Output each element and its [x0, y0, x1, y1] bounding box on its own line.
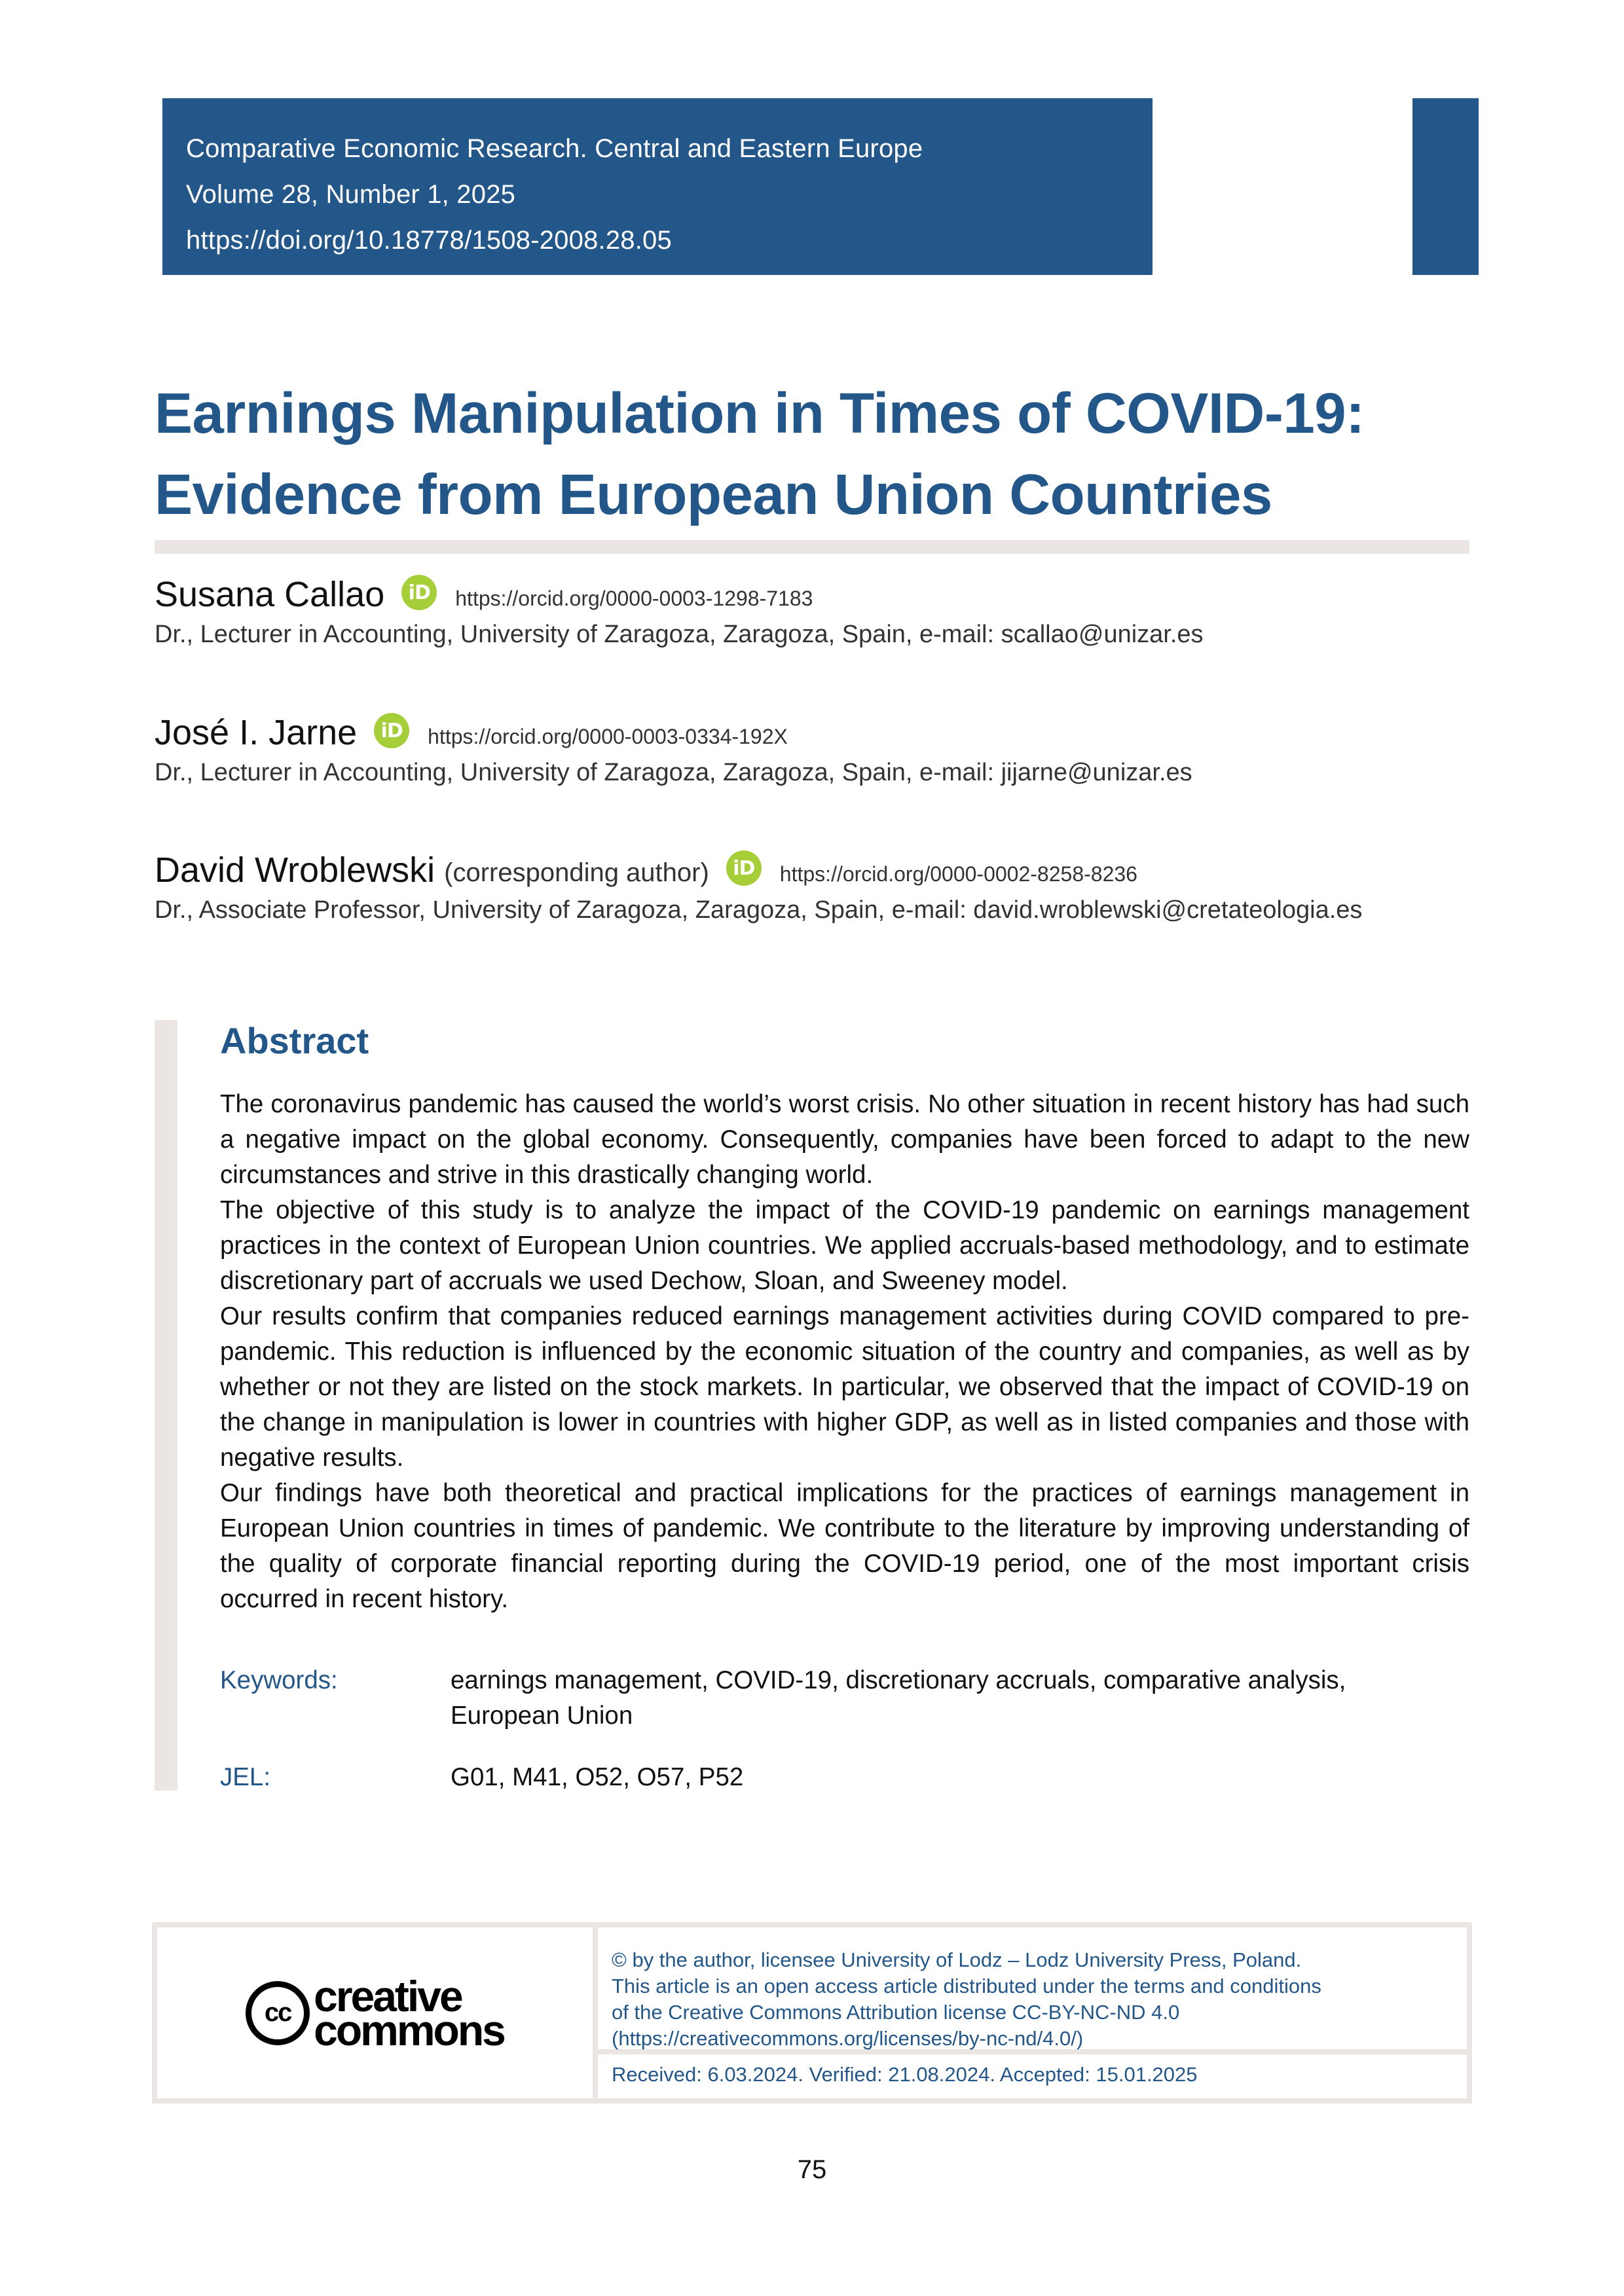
- author-name: David Wroblewski: [155, 850, 435, 890]
- cc-word-commons: commons: [314, 2005, 504, 2054]
- article-title-line-1: Earnings Manipulation in Times of COVID-19:: [155, 382, 1365, 445]
- author-block: [155, 849, 1490, 929]
- jel-label: JEL:: [220, 1763, 271, 1791]
- cc-word-creative: creative: [314, 1971, 462, 2020]
- journal-doi-link[interactable]: https://doi.org/10.18778/1508-2008.28.05: [186, 226, 672, 255]
- keywords-value: [451, 1663, 1469, 1734]
- journal-volume: Volume 28, Number 1, 2025: [186, 180, 516, 209]
- license-text-cell: [598, 1927, 1467, 2049]
- keywords-line-2: European Union: [451, 1702, 633, 1730]
- orcid-icon[interactable]: iD: [374, 713, 409, 748]
- license-dates-cell: [598, 2054, 1467, 2098]
- author-name: Susana Callao: [155, 575, 385, 614]
- journal-header: [162, 98, 1153, 275]
- author-affiliation: Dr., Lecturer in Accounting, University of Zaragoza, Zaragoza, Spain, e-mail: scallao@unizar.es: [155, 621, 1204, 648]
- license-statement: This article is an open access article distributed under the terms and conditions: [612, 1975, 1321, 1997]
- license-url-link[interactable]: (https://creativecommons.org/licenses/by-nc-nd/4.0/): [612, 2027, 1084, 2050]
- title-divider: [155, 540, 1469, 554]
- cc-icon: cc: [246, 1981, 310, 2045]
- article-title-line-2: Evidence from European Union Countries: [155, 463, 1272, 526]
- abstract-paragraph: Our results confirm that companies reduced earnings management activities during COVID compared to pre-pandemic. This reduction is influenced by the economic situation of the country and companies, as well as by whether or not they are listed on the stock markets. In particular, we observed that the impact of COVID-19 on the change in manipulation is lower in countries with higher GDP, as well as in listed companies and those with negative results.: [220, 1302, 1469, 1472]
- orcid-icon[interactable]: iD: [726, 850, 762, 886]
- license-statement: of the Creative Commons Attribution license CC-BY-NC-ND 4.0: [612, 2001, 1180, 2024]
- orcid-link[interactable]: https://orcid.org/0000-0003-1298-7183: [455, 587, 813, 610]
- keywords-line-1: earnings management, COVID-19, discretionary accruals, comparative analysis,: [451, 1666, 1346, 1694]
- journal-header-tab: [1412, 98, 1479, 275]
- license-logo-cell: [157, 1927, 593, 2098]
- jel-value: G01, M41, O52, O57, P52: [451, 1763, 744, 1791]
- article-title: [155, 373, 1490, 536]
- keywords-row: [220, 1663, 1469, 1734]
- article-dates: Received: 6.03.2024. Verified: 21.08.2024. Accepted: 15.01.2025: [612, 2063, 1198, 2086]
- orcid-icon[interactable]: iD: [401, 575, 437, 610]
- abstract-paragraph: The coronavirus pandemic has caused the world’s worst crisis. No other situation in recent history has had such a negative impact on the global economy. Consequently, companies have been forced to adapt to the new circumstances and strive in this drastically changing world.: [220, 1090, 1469, 1189]
- abstract-paragraph: The objective of this study is to analyze the impact of the COVID-19 pandemic on earnings management practices in the context of European Union countries. We applied accruals-based methodology, and to estimate discretionary part of accruals we used Dechow, Sloan, and Sweeney model.: [220, 1196, 1469, 1295]
- author-name: José I. Jarne: [155, 713, 358, 752]
- author-role: (corresponding author): [444, 858, 709, 887]
- abstract-body: [220, 1087, 1469, 1617]
- orcid-link[interactable]: https://orcid.org/0000-0002-8258-8236: [779, 862, 1137, 886]
- keywords-label: Keywords:: [220, 1666, 338, 1694]
- page-number: 75: [797, 2155, 827, 2184]
- abstract-heading: Abstract: [220, 1020, 369, 1061]
- journal-name: Comparative Economic Research. Central and Eastern Europe: [186, 134, 923, 163]
- author-block: [155, 574, 1490, 653]
- abstract-side-bar: [155, 1020, 177, 1791]
- author-affiliation: Dr., Lecturer in Accounting, University of Zaragoza, Zaragoza, Spain, e-mail: jijarne@unizar.es: [155, 759, 1192, 786]
- creative-commons-logo[interactable]: [246, 1971, 504, 2054]
- author-block: [155, 712, 1490, 792]
- orcid-link[interactable]: https://orcid.org/0000-0003-0334-192X: [428, 725, 788, 748]
- author-affiliation: Dr., Associate Professor, University of Zaragoza, Zaragoza, Spain, e-mail: david.wroblewski@cretateologia.es: [155, 896, 1363, 924]
- jel-row: [220, 1760, 1469, 1795]
- license-copyright: © by the author, licensee University of Lodz – Lodz University Press, Poland.: [612, 1948, 1302, 1971]
- abstract-paragraph: Our findings have both theoretical and practical implications for the practices of earnings management in European Union countries in times of pandemic. We contribute to the literature by improving understanding of the quality of corporate financial reporting during the COVID-19 period, one of the most important crisis occurred in recent history.: [220, 1479, 1469, 1613]
